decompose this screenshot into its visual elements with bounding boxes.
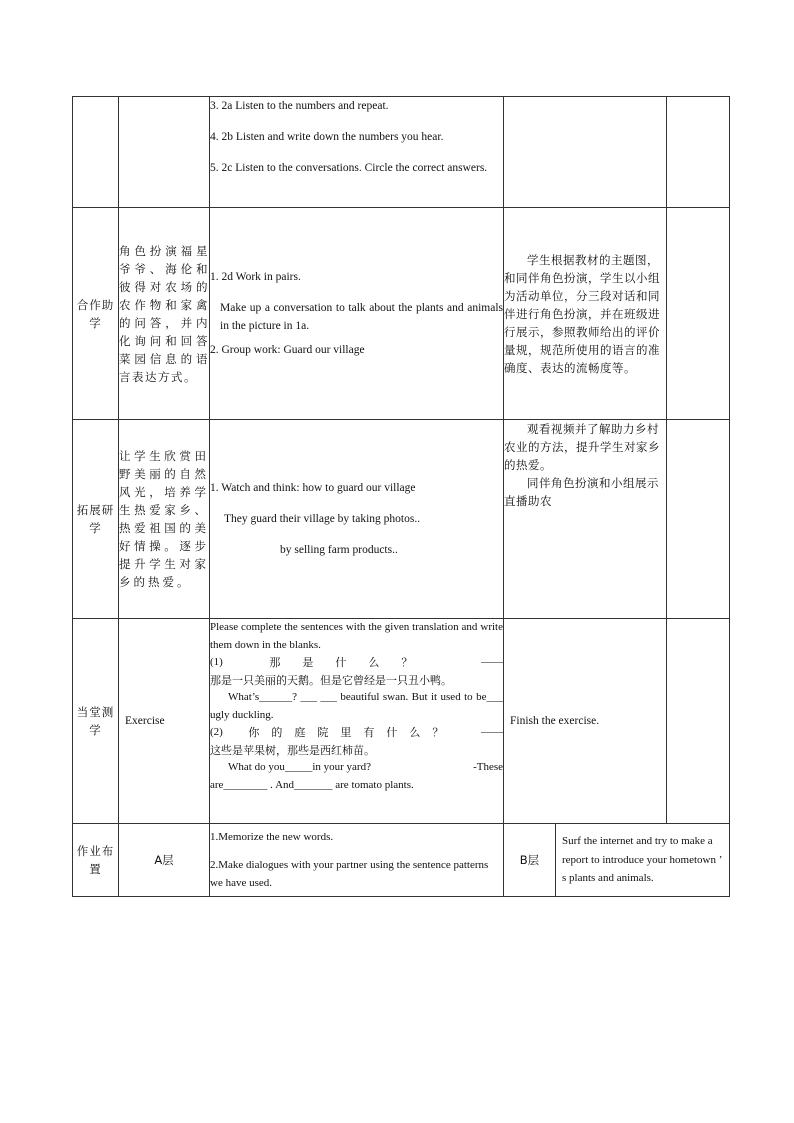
answer-chinese: 那是一只美丽的天鹅。但是它曾经是一只丑小鸭。 [210, 673, 452, 687]
teaching-aim-text: 让学生欣赏田野美丽的自然风光，培养学生热爱家乡、热爱祖国的美好情操。逐步提升学生对家乡的热爱。 [119, 420, 210, 619]
list-item: 1. Watch and think: how to guard our village [210, 482, 416, 494]
teaching-aim-text: 角色扮演福星爷爷、海伦和彼得对农场的农作物和家禽的问答，并内化询问和回答菜园信息的语言表达方式。 [119, 208, 210, 420]
student-activity-text: 学生根据教材的主题图，和同伴角色扮演，学生以小组为活动单位，分三段对话和同伴进行角色扮演，并在班级进行展示，参照教师给出的评价量规，规范所使用的语言的准确度、表达的流畅度等。 [504, 252, 660, 375]
stage-label: 合作助学 [73, 208, 119, 420]
list-item: 2. Group work: Guard our village [210, 344, 365, 356]
homework-b-text: Surf the internet and try to make a report to introduce your hometown ’ s plants and animals. [556, 824, 730, 897]
table-row [73, 208, 730, 420]
list-item: 1.Memorize the new words. [210, 831, 334, 843]
student-activity-cell [504, 420, 667, 619]
table-row [73, 619, 730, 824]
list-item: They guard their village by taking photos.. [224, 513, 421, 525]
exercise-cell [210, 619, 504, 824]
student-activity-cell [504, 208, 667, 420]
aim-cell-empty [119, 97, 210, 208]
question-line [210, 654, 503, 672]
activity-cell [210, 97, 504, 208]
list-item: 2.Make dialogues with your partner using the sentence patterns we have used. [210, 859, 489, 889]
exercise-instruction: Please complete the sentences with the given translation and write them down in the blanks. [210, 621, 503, 651]
dash: —— [480, 656, 503, 668]
question-english: are________ . And_______ are tomato plants. [210, 778, 414, 791]
notes-cell-empty [667, 208, 730, 420]
notes-cell-empty [667, 97, 730, 208]
question-chinese: 那是什么？ [269, 656, 435, 669]
student-activity-text: 观看视频并了解助力乡村农业的方法，提升学生对家乡的热爱。 [504, 422, 660, 472]
question-line [210, 759, 503, 777]
exercise-label: Exercise [119, 619, 210, 824]
stage-label: 拓展研学 [73, 420, 119, 619]
notes-cell-empty [667, 619, 730, 824]
stage-label: 当堂测学 [73, 619, 119, 824]
homework-level-a: A层 [119, 824, 210, 897]
list-item: 5. 2c Listen to the conversations. Circle the correct answers. [210, 162, 488, 174]
list-item: 4. 2b Listen and write down the numbers you hear. [210, 131, 444, 143]
question-english: -These [473, 761, 503, 773]
table-row [73, 420, 730, 619]
student-cell-empty [504, 97, 667, 208]
answer-chinese: 这些是苹果树，那些是西红柿苗。 [210, 743, 375, 757]
student-activity-text: 同伴角色扮演和小组展示直播助农 [504, 476, 659, 508]
dash: —— [480, 726, 503, 738]
stage-label: 作业布置 [73, 824, 119, 897]
list-item: by selling farm products.. [280, 544, 398, 556]
question-chinese: 你的庭院里有什么？ [248, 726, 456, 739]
table-row [73, 97, 730, 208]
list-item: 1. 2d Work in pairs. [210, 271, 301, 283]
activity-cell [210, 420, 504, 619]
notes-cell-empty [667, 420, 730, 619]
list-item: 3. 2a Listen to the numbers and repeat. [210, 100, 389, 112]
lesson-plan-table [72, 96, 730, 897]
student-activity-text: Finish the exercise. [504, 619, 667, 824]
question-number: (2) [210, 726, 223, 738]
stage-cell-empty [73, 97, 119, 208]
homework-a-cell [210, 824, 504, 897]
activity-cell [210, 208, 504, 420]
question-line [210, 724, 503, 742]
table-row [73, 824, 730, 897]
homework-level-b: B层 [504, 824, 556, 897]
question-english: What do you_____in your yard? [228, 761, 371, 773]
question-english: What’s______? ___ ___ beautiful swan. But it used to be___ ugly duckling. [210, 691, 503, 721]
question-number: (1) [210, 656, 223, 668]
list-item: Make up a conversation to talk about the plants and animals in the picture in 1a. [220, 302, 503, 332]
